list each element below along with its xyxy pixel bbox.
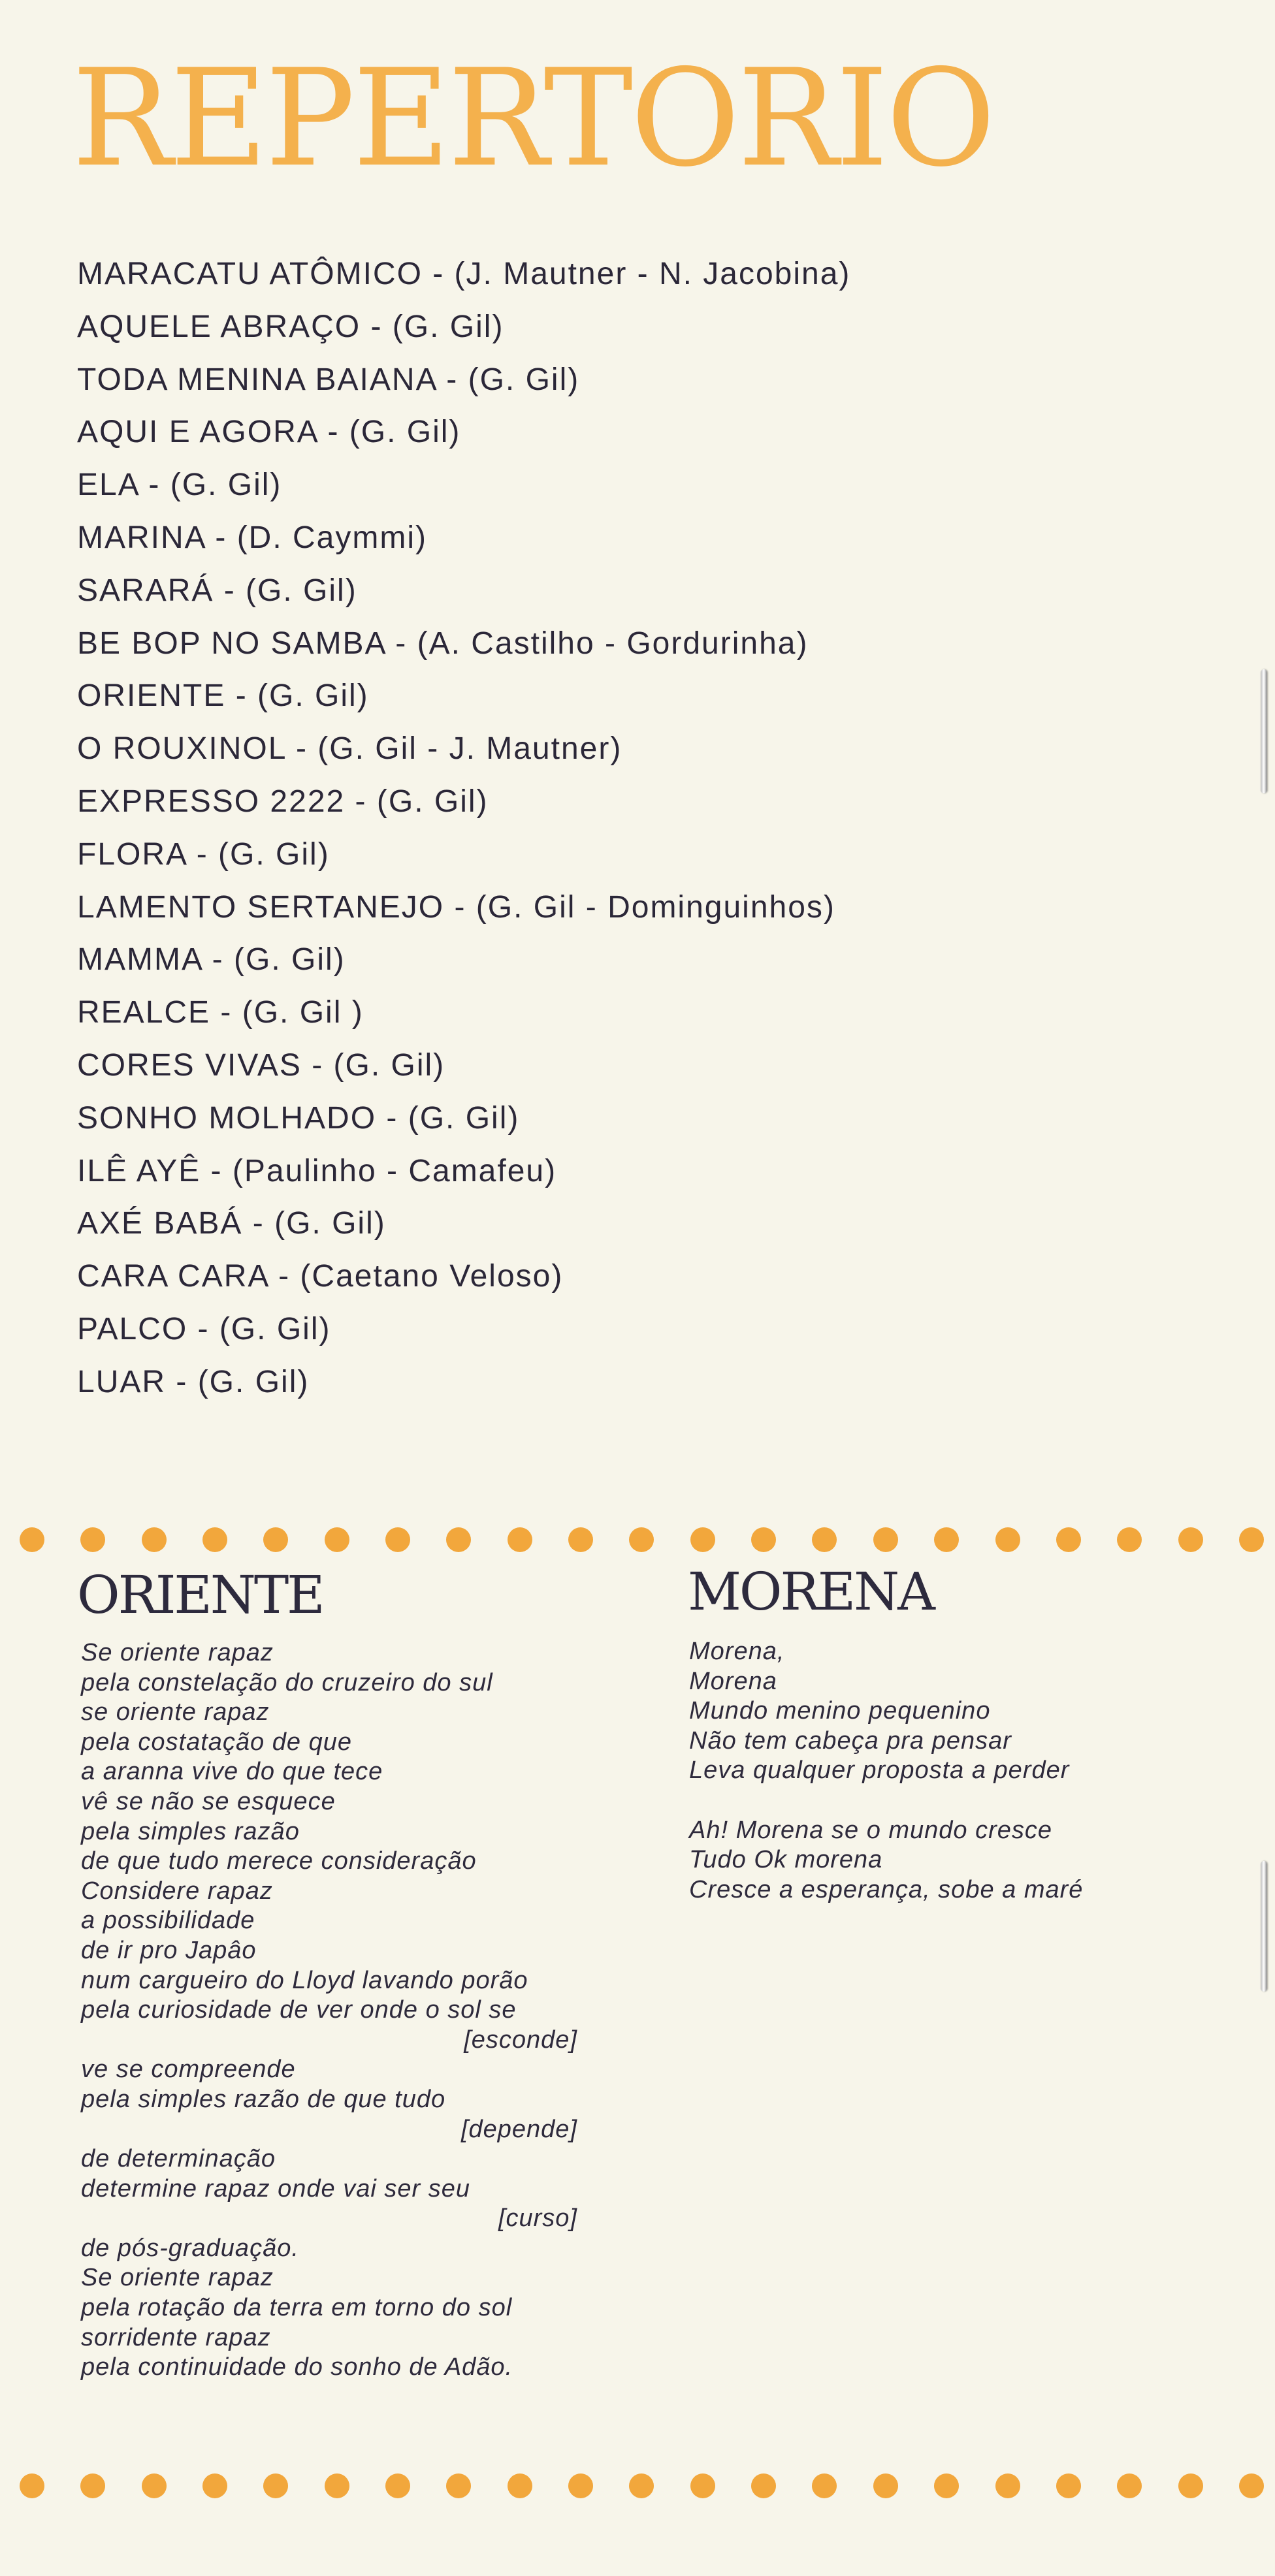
dot-divider-bottom <box>20 2473 1264 2498</box>
dot-ornament <box>934 2473 959 2498</box>
repertoire-item: ORIENTE - (G. Gil) <box>77 678 369 714</box>
lyric-line: pela simples razão <box>81 1817 300 1845</box>
dot-ornament <box>1239 2473 1264 2498</box>
lyric-line: de ir pro Japâo <box>81 1936 257 1964</box>
lyric-line: pela costatação de que <box>81 1728 352 1756</box>
dot-ornament <box>568 2473 593 2498</box>
dot-ornament <box>1117 1527 1142 1552</box>
repertoire-item: AQUELE ABRAÇO - (G. Gil) <box>77 309 504 344</box>
lyric-line: Cresce a esperança, sobe a maré <box>689 1875 1084 1903</box>
dot-ornament <box>934 1527 959 1552</box>
lyric-line: vê se não se esquece <box>81 1787 336 1815</box>
repertoire-item: CORES VIVAS - (G. Gil) <box>77 1047 445 1083</box>
dot-ornament <box>80 1527 105 1552</box>
dot-ornament <box>20 1527 44 1552</box>
lyrics-oriente <box>81 1638 577 2383</box>
dot-ornament <box>508 2473 532 2498</box>
dot-ornament <box>263 2473 288 2498</box>
lyric-line: de que tudo merece consideração <box>81 1847 477 1875</box>
lyric-line-continuation: [curso] <box>498 2204 577 2233</box>
dot-ornament <box>80 2473 105 2498</box>
repertoire-item: O ROUXINOL - (G. Gil - J. Mautner) <box>77 731 622 767</box>
dot-ornament <box>202 2473 227 2498</box>
lyric-line: pela rotação da terra em torno do sol <box>81 2294 513 2322</box>
lyric-line: ve se compreende <box>81 2056 296 2084</box>
dot-ornament <box>1056 2473 1081 2498</box>
lyric-line: determine rapaz onde vai ser seu <box>81 2174 470 2202</box>
repertoire-item: CARA CARA - (Caetano Veloso) <box>77 1259 564 1294</box>
lyric-line: Não tem cabeça pra pensar <box>689 1726 1012 1755</box>
page-title: REPERTORIO <box>72 41 993 197</box>
lyric-line: Se oriente rapaz <box>81 1639 274 1666</box>
dot-ornament <box>629 1527 654 1552</box>
staple-binding <box>1261 669 1267 793</box>
dot-ornament <box>690 1527 715 1552</box>
dot-ornament <box>1178 1527 1203 1552</box>
dot-ornament <box>508 1527 532 1552</box>
lyric-line: Se oriente rapaz <box>81 2264 274 2292</box>
repertoire-item: ELA - (G. Gil) <box>77 468 282 503</box>
repertoire-item: MAMMA - (G. Gil) <box>77 942 346 978</box>
dot-ornament <box>325 1527 349 1552</box>
dot-ornament <box>446 1527 471 1552</box>
lyric-line: pela continuidade do sonho de Adão. <box>81 2353 513 2381</box>
lyric-line: se oriente rapaz <box>81 1698 270 1726</box>
lyric-line: de determinação <box>81 2145 276 2173</box>
repertoire-list <box>77 248 850 1409</box>
song-title-oriente: ORIENTE <box>77 1565 323 1625</box>
repertoire-item: EXPRESSO 2222 - (G. Gil) <box>77 784 489 819</box>
repertoire-item: AXÉ BABÁ - (G. Gil) <box>77 1206 386 1241</box>
dot-ornament <box>385 2473 410 2498</box>
dot-ornament <box>812 2473 837 2498</box>
dot-ornament <box>446 2473 471 2498</box>
stanza-gap <box>689 1786 1225 1816</box>
dot-ornament <box>873 1527 898 1552</box>
repertoire-item: FLORA - (G. Gil) <box>77 836 330 872</box>
dot-ornament <box>385 1527 410 1552</box>
dot-ornament <box>568 1527 593 1552</box>
lyric-line: num cargueiro do Lloyd lavando porão <box>81 1966 528 1994</box>
dot-ornament <box>812 1527 837 1552</box>
dot-ornament <box>995 1527 1020 1552</box>
repertoire-item: TODA MENINA BAIANA - (G. Gil) <box>77 362 580 397</box>
repertoire-item: LAMENTO SERTANEJO - (G. Gil - Dominguinhos) <box>77 889 835 925</box>
dot-ornament <box>751 2473 776 2498</box>
lyric-line: Morena, <box>689 1638 785 1665</box>
lyric-line: pela constelação do cruzeiro do sul <box>81 1668 493 1696</box>
repertoire-item: BE BOP NO SAMBA - (A. Castilho - Gordurinha) <box>77 626 809 661</box>
dot-ornament <box>1178 2473 1203 2498</box>
dot-ornament <box>873 2473 898 2498</box>
dot-ornament <box>1056 1527 1081 1552</box>
repertoire-item: ILÊ AYÊ - (Paulinho - Camafeu) <box>77 1153 557 1188</box>
lyric-line: Tudo Ok morena <box>689 1846 883 1874</box>
repertoire-item: PALCO - (G. Gil) <box>77 1311 331 1346</box>
dot-ornament <box>202 1527 227 1552</box>
lyric-line: pela curiosidade de ver onde o sol se <box>81 1996 517 2024</box>
lyrics-morena <box>689 1637 1225 1905</box>
lyric-line: a aranna vive do que tece <box>81 1758 383 1786</box>
staple-binding <box>1261 1861 1267 1992</box>
lyric-line: a possibilidade <box>81 1907 255 1935</box>
repertoire-item: AQUI E AGORA - (G. Gil) <box>77 415 461 450</box>
lyric-line-continuation: [esconde] <box>464 2026 577 2054</box>
dot-ornament <box>20 2473 44 2498</box>
lyric-line: sorridente rapaz <box>81 2323 271 2351</box>
repertoire-item: MARACATU ATÔMICO - (J. Mautner - N. Jacobina) <box>77 257 851 291</box>
dot-ornament <box>1239 1527 1264 1552</box>
repertoire-item: REALCE - (G. Gil ) <box>77 995 364 1030</box>
lyric-line: Mundo menino pequenino <box>689 1697 991 1725</box>
dot-ornament <box>629 2473 654 2498</box>
lyric-line: de pós-graduação. <box>81 2234 299 2262</box>
repertoire-item: SARARÁ - (G. Gil) <box>77 573 357 608</box>
repertoire-item: MARINA - (D. Caymmi) <box>77 520 427 555</box>
dot-divider-top <box>20 1527 1264 1552</box>
dot-ornament <box>325 2473 349 2498</box>
lyric-line: Morena <box>689 1667 777 1695</box>
dot-ornament <box>995 2473 1020 2498</box>
lyric-line: Ah! Morena se o mundo cresce <box>689 1816 1053 1844</box>
lyric-line: pela simples razão de que tudo <box>81 2085 446 2113</box>
dot-ornament <box>1117 2473 1142 2498</box>
lyric-line-continuation: [depende] <box>460 2115 577 2143</box>
repertoire-item: SONHO MOLHADO - (G. Gil) <box>77 1100 520 1136</box>
dot-ornament <box>142 2473 167 2498</box>
lyric-line: Considere rapaz <box>81 1877 273 1905</box>
song-title-morena: MORENA <box>688 1561 933 1622</box>
dot-ornament <box>690 2473 715 2498</box>
dot-ornament <box>263 1527 288 1552</box>
dot-ornament <box>751 1527 776 1552</box>
dot-ornament <box>142 1527 167 1552</box>
lyric-line: Leva qualquer proposta a perder <box>689 1757 1070 1785</box>
repertoire-item: LUAR - (G. Gil) <box>77 1364 310 1399</box>
